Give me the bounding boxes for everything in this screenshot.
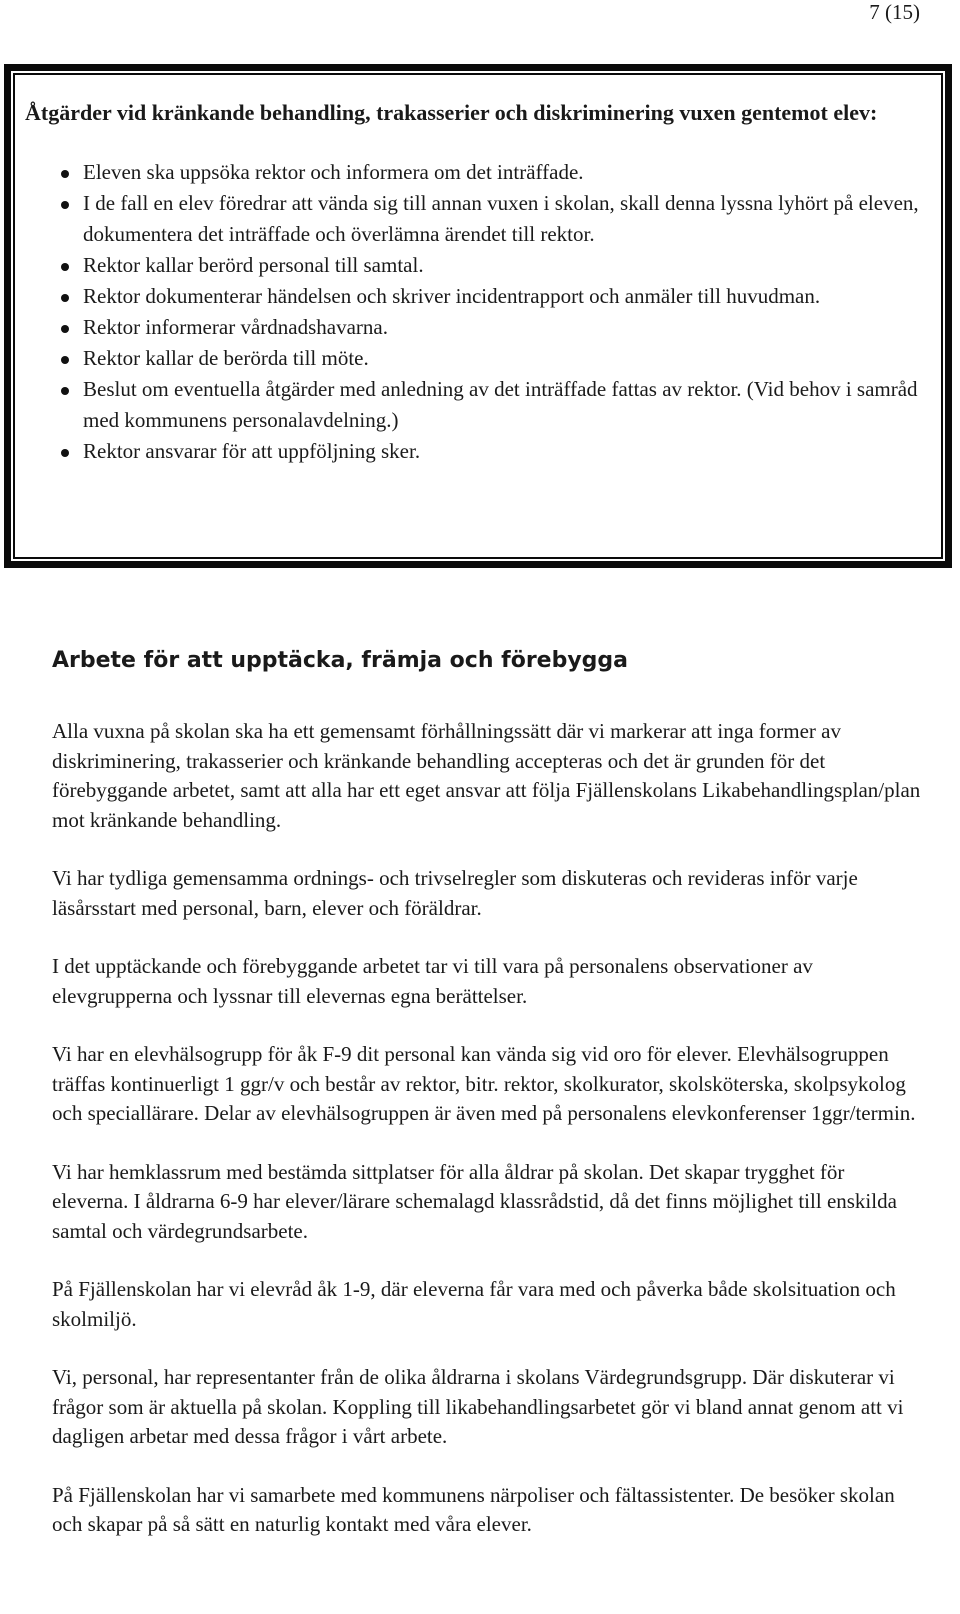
list-item-text: Rektor dokumenterar händelsen och skriver incidentrapport och anmäler till huvudman. (83, 284, 821, 308)
list-item-text: Eleven ska uppsöka rektor och informera om det inträffade. (83, 160, 584, 184)
list-item (25, 157, 937, 188)
bullet-icon (61, 449, 69, 457)
bullet-icon (61, 201, 69, 209)
page-number: 7 (15) (869, 0, 920, 24)
bullet-icon (61, 294, 69, 302)
bullet-icon (61, 263, 69, 271)
bullet-icon (61, 387, 69, 395)
bullet-icon (61, 170, 69, 178)
box-title: Åtgärder vid kränkande behandling, trakasserier och diskriminering vuxen gentemot elev: (25, 100, 878, 125)
section-body (52, 717, 922, 1569)
paragraph: Vi har hemklassrum med bestämda sittplatser för alla åldrar på skolan. Det skapar trygghet för eleverna. I åldrarna 6-9 har elever/lärare schemalagd klassrådstid, då det finns möjlighet till enskilda samtal och värdegrundsarbete. (52, 1159, 897, 1243)
list-item (25, 343, 937, 374)
list-item-text: Rektor kallar berörd personal till samtal. (83, 253, 424, 277)
list-item-text: Rektor ansvarar för att uppföljning sker. (83, 439, 421, 463)
paragraph: På Fjällenskolan har vi elevråd åk 1-9, där eleverna får vara med och påverka både skolsituation och skolmiljö. (52, 1277, 896, 1331)
bullet-icon (61, 325, 69, 333)
action-steps-list (25, 157, 937, 467)
list-item (25, 374, 937, 436)
list-item (25, 436, 937, 467)
paragraph: I det upptäckande och förebyggande arbetet tar vi till vara på personalens observationer av elevgrupperna och lyssnar till elevernas egna berättelser. (52, 954, 813, 1008)
list-item (25, 188, 937, 250)
list-item-text: Rektor informerar vårdnadshavarna. (83, 315, 388, 339)
paragraph: Vi har en elevhälsogrupp för åk F-9 dit personal kan vända sig vid oro för elever. Elevhälsogruppen träffas kontinuerligt 1 ggr/v och består av rektor, bitr. rektor, skolkurator, skolsköterska, skolpsykolog och speciallärare. Delar av elevhälsogruppen är även med på personalens elevkonferenser 1ggr/termin. (52, 1042, 916, 1125)
list-item-text: I de fall en elev föredrar att vända sig till annan vuxen i skolan, skall denna lyssna lyhört på eleven, dokumentera det inträffade och överlämna ärendet till rektor. (83, 191, 919, 246)
paragraph: Vi, personal, har representanter från de olika åldrarna i skolans Värdegrundsgrupp. Där diskuterar vi frågor som är aktuella på skolan. Koppling till likabehandlingsarbetet gör vi bland annat genom att vi dagligen arbetar med dessa frågor i vårt arbete. (52, 1365, 904, 1448)
bullet-icon (61, 356, 69, 364)
paragraph: Vi har tydliga gemensamma ordnings- och trivselregler som diskuteras och revideras inför varje läsårsstart med personal, barn, elever och föräldrar. (52, 866, 858, 920)
list-item-text: Rektor kallar de berörda till möte. (83, 346, 369, 370)
list-item (25, 250, 937, 281)
paragraph: På Fjällenskolan har vi samarbete med kommunens närpoliser och fältassistenter. De besöker skolan och skapar på så sätt en naturlig kontakt med våra elever. (52, 1482, 895, 1536)
paragraph: Alla vuxna på skolan ska ha ett gemensamt förhållningssätt där vi markerar att inga former av diskriminering, trakasserier och kränkande behandling accepteras och det är grunden för det förebyggande arbetet, samt att alla har ett eget ansvar att följa Fjällenskolans Likabehandlingsplan/plan mot kränkande behandling. (52, 719, 921, 832)
list-item (25, 312, 937, 343)
action-steps-box (4, 64, 952, 568)
list-item (25, 281, 937, 312)
list-item-text: Beslut om eventuella åtgärder med anledning av det inträffade fattas av rektor. (Vid behov i samråd med kommunens personalavdelning.) (83, 377, 918, 432)
section-heading: Arbete för att upptäcka, främja och förebygga (52, 648, 629, 673)
